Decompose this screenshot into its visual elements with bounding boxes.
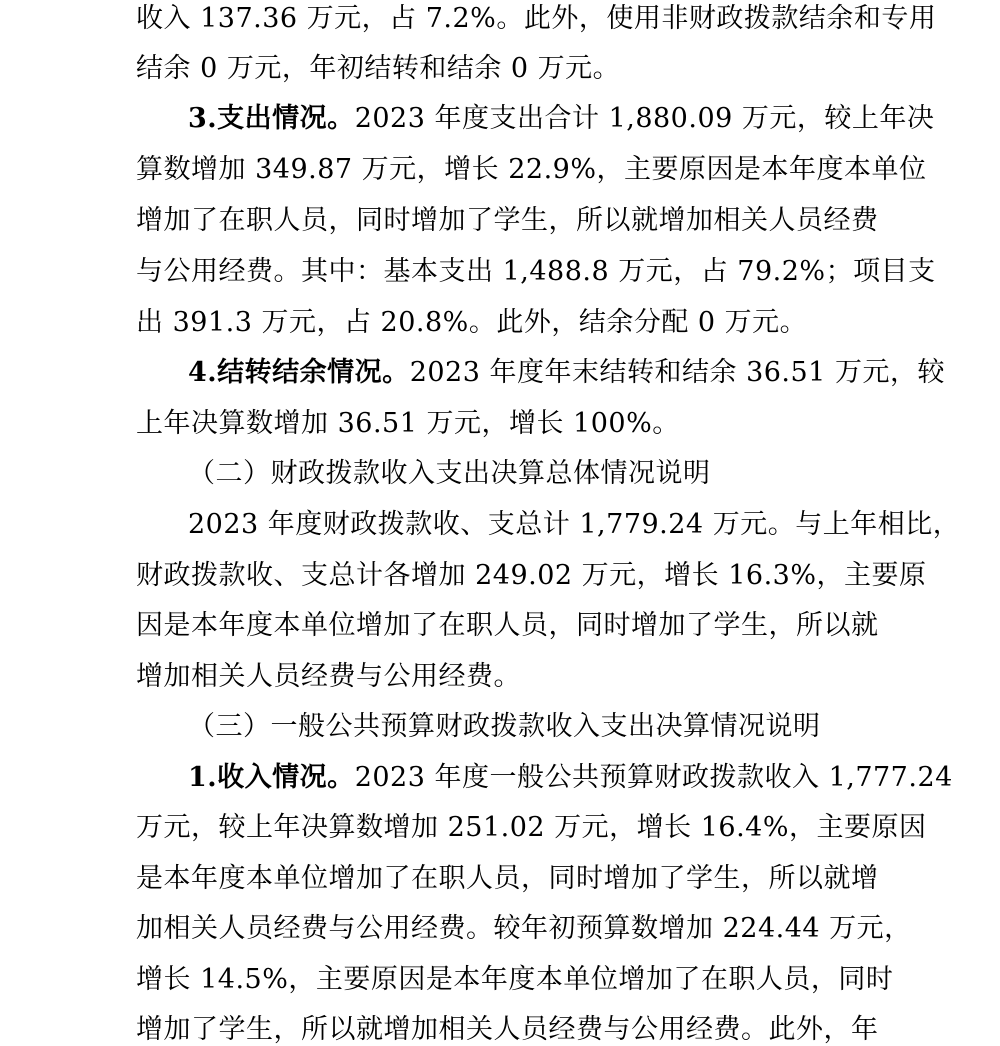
paragraph-line: 加相关人员经费与公用经费。较年初预算数增加 224.44 万元，: [136, 913, 912, 944]
paragraph-line: 财政拨款收、支总计各增加 249.02 万元，增长 16.3%，主要原: [136, 560, 927, 591]
paragraph-text: 2023 年度支出合计 1,880.09 万元，较上年决: [354, 103, 935, 134]
paragraph-line: 增加相关人员经费与公用经费。: [136, 661, 521, 692]
paragraph-text: 2023 年度年末结转和结余 36.51 万元，较: [409, 357, 945, 388]
section-heading-inline: 4.结转结余情况。: [188, 357, 410, 388]
section-heading: （二）财政拨款收入支出决算总体情况说明: [188, 458, 711, 489]
paragraph-line: 万元，较上年决算数增加 251.02 万元，增长 16.4%，主要原因: [136, 812, 927, 843]
paragraph-line: 增长 14.5%，主要原因是本年度本单位增加了在职人员，同时: [136, 964, 894, 995]
paragraph-line: 收入 137.36 万元，占 7.2%。此外，使用非财政拨款结余和专用: [136, 3, 937, 34]
paragraph-line: 上年决算数增加 36.51 万元，增长 100%。: [136, 408, 680, 439]
section-heading: （三）一般公共预算财政拨款收入支出决算情况说明: [188, 711, 821, 742]
section-heading-inline: 3.支出情况。: [188, 103, 355, 134]
section-heading-inline: 1.收入情况。: [188, 762, 355, 793]
paragraph-text: 2023 年度一般公共预算财政拨款收入 1,777.24: [354, 762, 953, 793]
paragraph-line: 结余 0 万元，年初结转和结余 0 万元。: [136, 53, 621, 84]
paragraph-line: 与公用经费。其中：基本支出 1,488.8 万元，占 79.2%；项目支: [136, 256, 936, 287]
paragraph-line: [188, 762, 953, 794]
paragraph-line: [188, 357, 945, 389]
paragraph-line: 是本年度本单位增加了在职人员，同时增加了学生，所以就增: [136, 863, 879, 894]
paragraph-line: 2023 年度财政拨款收、支总计 1,779.24 万元。与上年相比，: [188, 509, 961, 540]
paragraph-line: 因是本年度本单位增加了在职人员，同时增加了学生，所以就: [136, 610, 879, 641]
paragraph-line: [188, 103, 934, 135]
paragraph-line: 出 391.3 万元，占 20.8%。此外，结余分配 0 万元。: [136, 307, 808, 338]
paragraph-line: 增加了在职人员，同时增加了学生，所以就增加相关人员经费: [136, 205, 879, 236]
paragraph-line: 算数增加 349.87 万元，增长 22.9%，主要原因是本年度本单位: [136, 154, 927, 185]
paragraph-line: 增加了学生，所以就增加相关人员经费与公用经费。此外，年: [136, 1014, 879, 1045]
